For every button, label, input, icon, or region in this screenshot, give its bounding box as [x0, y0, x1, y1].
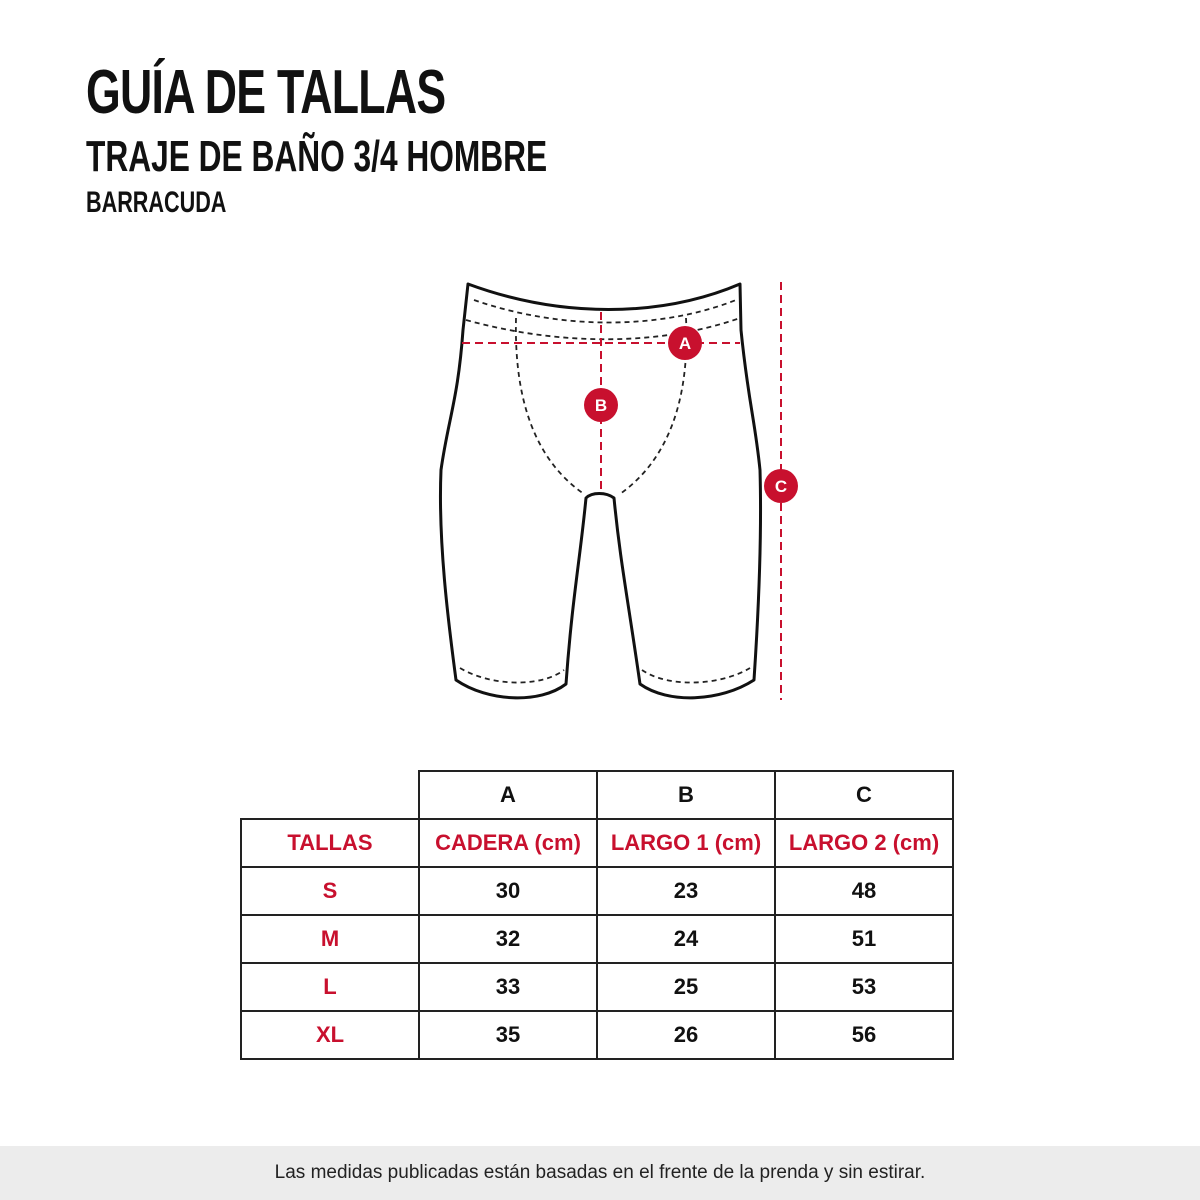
- letter-header-a: A: [419, 771, 597, 819]
- footer-note: Las medidas publicadas están basadas en el frente de la prenda y sin estirar.: [274, 1162, 926, 1183]
- table-row: [241, 1011, 953, 1059]
- header-cadera: CADERA (cm): [419, 819, 597, 867]
- empty-corner-cell: [241, 771, 419, 819]
- header-tallas: TALLAS: [241, 819, 419, 867]
- marker-c: [764, 469, 798, 503]
- table-row: [241, 963, 953, 1011]
- svg-text:A: A: [678, 334, 692, 353]
- marker-b: [584, 388, 618, 422]
- largo-1-cell: 26: [597, 1011, 775, 1059]
- largo-2-cell: 48: [775, 867, 953, 915]
- largo-2-cell: 51: [775, 915, 953, 963]
- cadera-cell: 32: [419, 915, 597, 963]
- svg-text:B: B: [594, 396, 608, 415]
- column-header-row: [241, 819, 953, 867]
- letter-header-b: B: [597, 771, 775, 819]
- product-subtitle: TRAJE DE BAÑO 3/4 HOMBRE: [86, 132, 548, 181]
- header-largo-2: LARGO 2 (cm): [775, 819, 953, 867]
- page-title: GUÍA DE TALLAS: [86, 58, 446, 127]
- largo-2-cell: 53: [775, 963, 953, 1011]
- largo-1-cell: 25: [597, 963, 775, 1011]
- size-table: [240, 770, 954, 1060]
- size-cell: M: [241, 915, 419, 963]
- garment-outline: [440, 284, 760, 698]
- cadera-cell: 30: [419, 867, 597, 915]
- brand-name: BARRACUDA: [86, 186, 227, 219]
- largo-1-cell: 23: [597, 867, 775, 915]
- cadera-cell: 33: [419, 963, 597, 1011]
- footer-note-bar: [0, 1146, 1200, 1200]
- largo-2-cell: 56: [775, 1011, 953, 1059]
- marker-a: [668, 326, 702, 360]
- header-largo-1: LARGO 1 (cm): [597, 819, 775, 867]
- table-row: [241, 915, 953, 963]
- size-cell: S: [241, 867, 419, 915]
- size-cell: XL: [241, 1011, 419, 1059]
- svg-text:C: C: [774, 477, 788, 496]
- largo-1-cell: 24: [597, 915, 775, 963]
- letter-header-c: C: [775, 771, 953, 819]
- table-row: [241, 867, 953, 915]
- letter-header-row: [241, 771, 953, 819]
- cadera-cell: 35: [419, 1011, 597, 1059]
- size-cell: L: [241, 963, 419, 1011]
